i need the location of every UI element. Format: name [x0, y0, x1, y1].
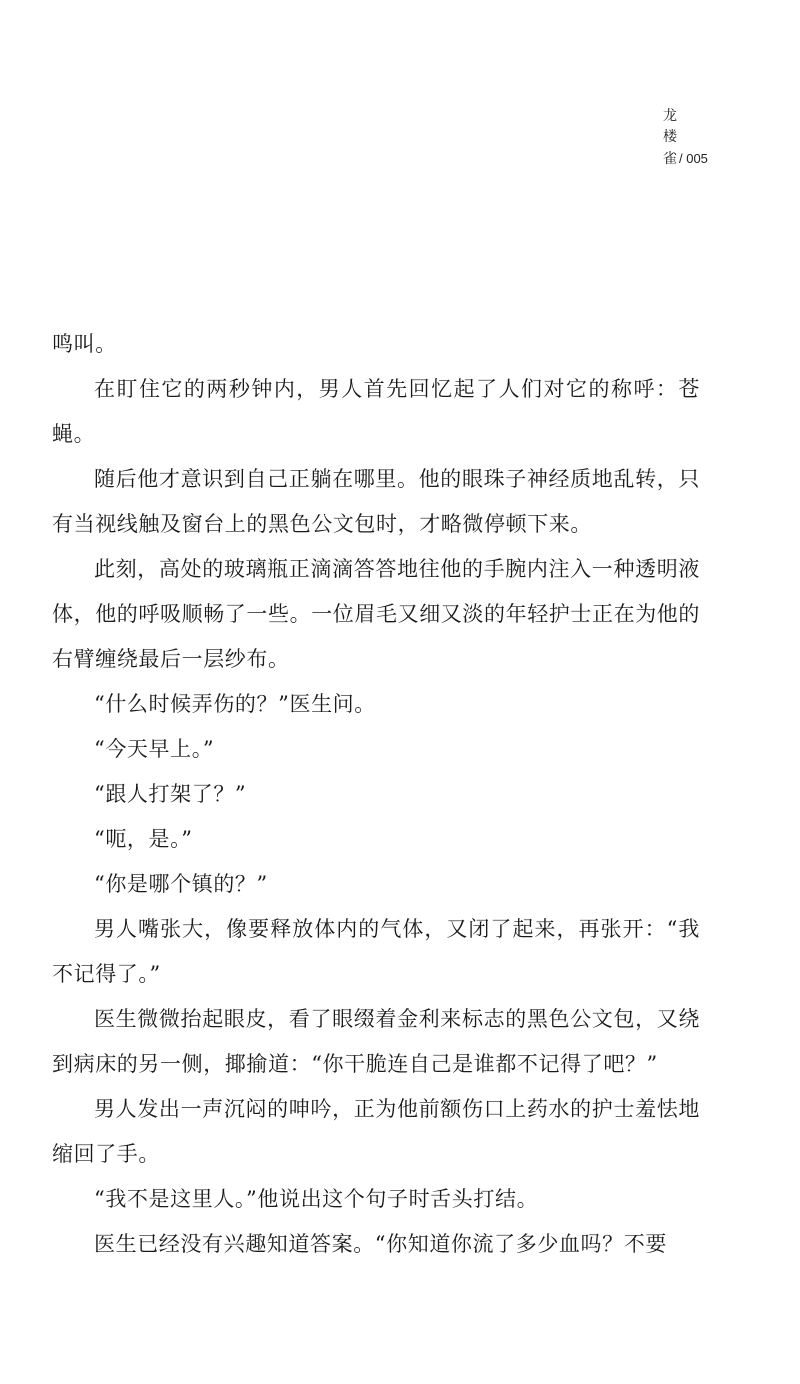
running-head-title-char-1: 龙 — [663, 108, 677, 124]
dialogue-paragraph: “跟人打架了？” — [94, 782, 247, 806]
paragraph: 随后他才意识到自己正躺在哪里。他的眼珠子神经质地乱转，只有当视线触及窗台上的黑色公文包时，才略微停顿下来。 — [52, 467, 700, 536]
dialogue-paragraph: “今天早上。” — [94, 737, 215, 761]
paragraph: 在盯住它的两秒钟内，男人首先回忆起了人们对它的称呼：苍蝇。 — [52, 377, 700, 446]
running-head-title-char-3-line — [663, 148, 708, 170]
body-text — [52, 322, 700, 1267]
paragraph: 医生微微抬起眼皮，看了眼缀着金利来标志的黑色公文包，又绕到病床的另一侧，揶揄道：“你干脆连自己是谁都不记得了吧？” — [52, 1007, 700, 1076]
page-number: / 005 — [679, 151, 708, 166]
running-head — [663, 106, 708, 170]
dialogue-paragraph: “我不是这里人。”他说出这个句子时舌头打结。 — [94, 1187, 539, 1211]
running-head-title-char-2: 楼 — [663, 129, 677, 145]
dialogue-paragraph: “你是哪个镇的？” — [94, 872, 268, 896]
running-head-title-char-3: 雀 — [663, 151, 677, 167]
paragraph: 医生已经没有兴趣知道答案。“你知道你流了多少血吗？不要 — [94, 1232, 667, 1256]
paragraph: 男人嘴张大，像要释放体内的气体，又闭了起来，再张开：“我不记得了。” — [52, 917, 700, 986]
paragraph: 鸣叫。 — [52, 332, 117, 356]
paragraph: 此刻，高处的玻璃瓶正滴滴答答地往他的手腕内注入一种透明液体，他的呼吸顺畅了一些。一位眉毛又细又淡的年轻护士正在为他的右臂缠绕最后一层纱布。 — [52, 557, 700, 671]
dialogue-paragraph: “呃，是。” — [94, 827, 193, 851]
paragraph: 男人发出一声沉闷的呻吟，正为他前额伤口上药水的护士羞怯地缩回了手。 — [52, 1097, 700, 1166]
dialogue-paragraph: “什么时候弄伤的？”医生问。 — [94, 692, 376, 716]
